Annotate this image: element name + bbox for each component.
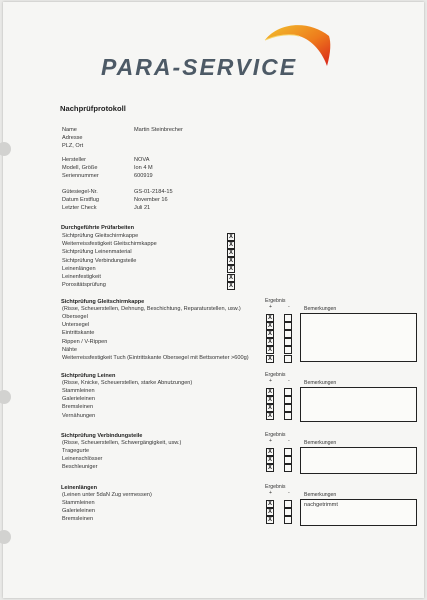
result-minus-box[interactable] [284, 388, 292, 396]
result-plus-box[interactable]: X [267, 516, 272, 523]
check-item-label: Obersegel [62, 314, 88, 320]
field-label: Name [62, 127, 77, 133]
result-minus-box[interactable] [284, 396, 292, 404]
result-minus-box[interactable] [284, 404, 292, 412]
field-label: Modell, Größe [62, 165, 98, 171]
field-label: Letzter Check [62, 205, 97, 211]
section-heading: Leinenlängen [61, 485, 98, 491]
field-value: Martin Steinbrecher [134, 127, 183, 133]
remarks-text: nachgetrimmt [304, 502, 338, 508]
punch-hole [0, 530, 11, 544]
field-value: Juli 21 [134, 205, 151, 211]
minus-label: - [288, 304, 290, 310]
plus-label: + [269, 378, 273, 384]
performed-item-label: Leinenfestigkeit [62, 274, 101, 280]
remarks-label: Bemerkungen [304, 380, 337, 386]
field-value: Ion 4 M [134, 165, 153, 171]
result-plus-box[interactable]: X [267, 355, 272, 362]
field-label: Gütesiegel-Nr. [62, 189, 98, 195]
field-label: Datum Erstflug [62, 197, 99, 203]
result-minus-box[interactable] [284, 322, 292, 330]
performed-item-label: Sichtprüfung Gleitschirmkappe [62, 233, 139, 239]
section-subtitle: (Risse, Scheuerstellen, Dehnung, Beschichtung, Reparaturstellen, usw.) [62, 306, 241, 312]
result-minus-box[interactable] [284, 516, 292, 524]
performed-heading: Durchgeführte Prüfarbeiten [61, 225, 135, 231]
performed-check-box[interactable]: X [228, 282, 233, 289]
remarks-box[interactable] [300, 313, 417, 362]
result-minus-box[interactable] [284, 346, 292, 354]
check-item-label: Vernähungen [62, 412, 96, 419]
section-heading: Sichtprüfung Leinen [61, 373, 116, 379]
punch-hole [0, 142, 11, 156]
field-label: Hersteller [62, 157, 86, 163]
performed-check-box[interactable]: X [228, 249, 233, 256]
result-minus-box[interactable] [284, 412, 292, 420]
check-item-label: Bremsleinen [62, 404, 94, 411]
remarks-box[interactable] [300, 499, 417, 526]
remarks-label: Bemerkungen [304, 440, 337, 446]
result-label: Ergebnis [265, 298, 286, 304]
performed-check-box[interactable]: X [228, 233, 233, 240]
result-plus-box[interactable]: X [267, 396, 272, 403]
performed-item-label: Porositätsprüfung [62, 282, 106, 289]
plus-label: + [269, 438, 273, 444]
result-plus-box[interactable]: X [267, 347, 272, 354]
field-value: NOVA [134, 157, 150, 163]
result-minus-box[interactable] [284, 448, 292, 456]
field-label: PLZ, Ort [62, 143, 84, 149]
performed-item-label: Sichtprüfung Verbindungsteile [62, 257, 137, 264]
minus-label: - [288, 438, 290, 444]
plus-label: + [269, 304, 273, 310]
result-plus-box[interactable]: X [267, 388, 272, 395]
section-heading: Sichtprüfung Verbindungsteile [61, 433, 143, 439]
company-logo-text: PARA-SERVICE [101, 54, 298, 80]
result-minus-box[interactable] [284, 338, 292, 346]
result-plus-box[interactable]: X [267, 330, 272, 337]
section-subtitle: (Risse, Knicke, Scheuerstellen, starke Abnutzungen) [62, 380, 193, 386]
page-title: Nachprüfprotokoll [60, 104, 126, 113]
result-plus-box[interactable]: X [267, 500, 272, 507]
remarks-box[interactable] [300, 447, 417, 474]
check-item-label: Stammleinen [62, 500, 95, 506]
result-plus-box[interactable]: X [267, 404, 272, 411]
check-item-label: Stammleinen [62, 388, 95, 394]
performed-check-box[interactable]: X [228, 241, 233, 248]
performed-check-box[interactable]: X [228, 258, 233, 265]
field-value: GS-01-2184-15 [134, 189, 173, 195]
field-label: Adresse [62, 135, 83, 141]
check-item-label: Beschleuniger [62, 464, 98, 471]
result-plus-box[interactable]: X [267, 413, 272, 420]
result-minus-box[interactable] [284, 314, 292, 322]
performed-check-box[interactable]: X [228, 274, 233, 281]
result-plus-box[interactable]: X [267, 314, 272, 321]
result-minus-box[interactable] [284, 500, 292, 508]
check-item-label: Nähte [62, 346, 77, 353]
performed-item-label: Leinenlängen [62, 265, 96, 272]
plus-label: + [269, 490, 273, 496]
result-plus-box[interactable]: X [267, 464, 272, 471]
result-minus-box[interactable] [284, 355, 292, 363]
result-plus-box[interactable]: X [267, 456, 272, 463]
field-label: Seriennummer [62, 173, 99, 179]
section-subtitle: (Leinen unter 5daN Zug vermessen) [62, 492, 152, 498]
check-item-label: Galerieleinen [62, 396, 95, 403]
check-item-label: Weiterreissfestigkeit Tuch (Eintrittskante Obersegel mit Bettsometer >600g) [62, 355, 249, 361]
minus-label: - [288, 490, 290, 496]
remarks-label: Bemerkungen [304, 492, 337, 498]
result-minus-box[interactable] [284, 456, 292, 464]
result-label: Ergebnis [265, 432, 286, 438]
document-page [3, 2, 424, 598]
check-item-label: Tragegurte [62, 448, 90, 454]
check-item-label: Rippen / V-Rippen [62, 338, 108, 345]
check-item-label: Untersegel [62, 322, 90, 329]
field-value: November 16 [134, 197, 168, 203]
remarks-label: Bemerkungen [304, 306, 337, 312]
result-plus-box[interactable]: X [267, 339, 272, 346]
minus-label: - [288, 378, 290, 384]
performed-item-label: Weiterreissfestigkeit Gleitschirmkappe [62, 241, 157, 248]
result-minus-box[interactable] [284, 464, 292, 472]
result-label: Ergebnis [265, 372, 286, 378]
check-item-label: Bremsleinen [62, 516, 94, 523]
punch-hole [0, 390, 11, 404]
result-minus-box[interactable] [284, 508, 292, 516]
performed-item-label: Sichtprüfung Leinenmaterial [62, 249, 132, 256]
check-item-label: Galerieleinen [62, 508, 95, 515]
field-value: 600919 [134, 173, 153, 179]
check-item-label: Leinenschlösser [62, 456, 103, 463]
result-plus-box[interactable]: X [267, 448, 272, 455]
section-heading: Sichtprüfung Gleitschirmkappe [61, 299, 145, 305]
result-minus-box[interactable] [284, 330, 292, 338]
check-item-label: Eintrittskante [62, 330, 95, 337]
result-plus-box[interactable]: X [267, 508, 272, 515]
performed-check-box[interactable]: X [228, 266, 233, 273]
result-label: Ergebnis [265, 484, 286, 490]
remarks-box[interactable] [300, 387, 417, 422]
result-plus-box[interactable]: X [267, 322, 272, 329]
section-subtitle: (Risse, Scheuerstellen, Schwergängigkeit, usw.) [62, 440, 182, 446]
